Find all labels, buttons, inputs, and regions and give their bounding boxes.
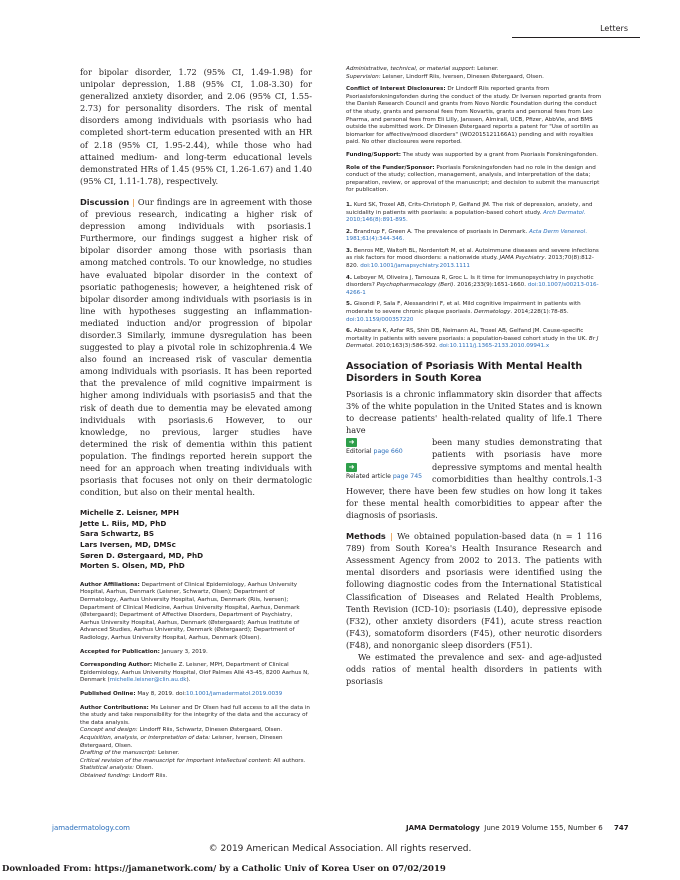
related-links [346, 438, 432, 480]
reference-item: 5. Gisondi P, Sala F, Alessandrini F, et al. Mild cognitive impairment in patients with moderate to severe chronic plaque psoriasis. Dermatology. 2014;228(1):78-85. doi:10.1159/000357220 [346, 301, 581, 323]
arrow-right-icon: ➜ [346, 438, 357, 447]
editorial-link[interactable]: page 660 [373, 448, 403, 456]
accepted-date [80, 649, 312, 657]
corresponding-author [80, 662, 312, 685]
intro-wrap [346, 436, 602, 521]
role-text: Psoriasis Forskningsfonden had no role in the design and conduct of the study; collection, management, analysis, and interpretation of the data; preparation, review, or approval of the manuscript; and decision to submit the manuscript for publication. [346, 164, 600, 194]
doi-link[interactable]: doi:10.1001/jamapsychiatry.2013.1111 [360, 263, 470, 270]
author-name: Morten S. Olsen, MD, PhD [80, 561, 185, 571]
drafting-text: Leisner. [157, 750, 180, 757]
accepted-text: January 3, 2019. [161, 648, 208, 655]
email-link[interactable]: michelle.leisner@clin.au.dk [109, 677, 187, 684]
stats-label: Statistical analysis: [80, 765, 134, 772]
published-label: Published Online: [80, 690, 136, 697]
admin-support [346, 66, 602, 81]
funding-text: The study was supported by a grant from Psoriasis Forskningsfonden. [402, 151, 598, 158]
critical-text: All authors. [273, 757, 306, 764]
journal-issue: June 2019 Volume 155, Number 6 [484, 824, 603, 832]
results-continued: for bipolar disorder, 1.72 (95% CI, 1.49-1.98) for unipolar depression, 1.88 (95% CI, 1.08-3.30) for generalized anxiety disorder, and 2.06 (95% CI, 1.55-2.73) for personality disorders. The risk of mental disorders among individuals with psoriasis who had completed short-term education presented with an HR of 2.18 (95% CI, 1.95-2.44), while those who had attained medium- and long-term educational levels demonstrated HRs of 1.45 (95% CI, 1.26-1.67) and 1.40 (95% CI, 1.11-1.78), respectively. [80, 67, 312, 186]
editorial-label: Editorial [346, 448, 374, 456]
download-notice: Downloaded From: https://jamanetwork.com/ by a Catholic Univ of Korea User on 07/02/2019 [2, 864, 446, 874]
supervision-text: Leisner, Lindorff Riis, Iversen, Dinesen Østergaard, Olsen. [382, 73, 544, 80]
author-list [80, 508, 312, 572]
doi-link[interactable]: 10.1001/jamadermatol.2019.0039 [186, 690, 283, 697]
concept-text: Lindorff Riis, Schwartz, Dinesen Østergaard, Olsen. [139, 727, 283, 734]
coi-label: Conflict of Interest Disclosures: [346, 86, 446, 93]
drafting-label: Drafting of the manuscript: [80, 750, 157, 757]
published-text: May 8, 2019. doi: [137, 690, 187, 697]
admin-text: Leisner. [477, 66, 499, 72]
journal-url[interactable]: jamadermatology.com [52, 824, 130, 832]
doi-link[interactable]: doi:10.1007/s00213-016-4266-1 [346, 282, 599, 296]
methods-text: We obtained population-based data (n = 1 116 789) from South Korea's Health Insurance Research and Assessment Agency from 2002 to 2013. The patients with mental disorders and psoriasis were identified using the following diagnostic codes from the International Statistical Classification of Diseases and Related Health Problems, Tenth Revision (ICD-10): psoriasis (L40), depressive episode (F32), other anxiety disorders (F41), acute stress reaction (F43), somatoform disorders (F45), other neurotic disorders (F48), and nonorganic sleep disorders (F51). [346, 531, 603, 650]
page-number: 747 [614, 824, 629, 832]
affiliations-text: Department of Clinical Epidemiology, Aarhus University Hospital, Aarhus, Denmark (Leisner, Schwartz, Olsen); Department of Dermatology, Aarhus University Hospital, Aarhus, Denmark (Riis, Iversen); Department of Clinical Medicine, Aarhus University Hospital, Aarhus, Denmark (Østergaard); Department of Affective Disorders, Department of Psychiatry, Aarhus University Hospital, Aarhus, Denmark (Østergaard); Aarhus Institute of Advanced Studies, Aarhus University, Denmark (Østergaard); Department of Radiology, Aarhus University Hospital, Aarhus, Denmark (Olsen). [80, 581, 300, 641]
funding-label: Funding/Support: [346, 151, 401, 158]
discussion-text: Our findings are in agreement with those of previous research, indicating a higher risk of depression among individuals with psoriasis.1 Furthermore, our findings suggest a higher risk of bipolar disorder among those with psoriasis than among matched controls. To our knowledge, no studies have evaluated bipolar disorder in the context of psoriatic pathogenesis; however, a heightened risk of bipolar disorder among individuals with psoriasis is in line with hypotheses suggesting an inflammation-mediated induction and/or progression of bipolar disorder.3 Similarly, immune dysregulation has been suggested to play a pivotal role in schizophrenia.4 We also found an increased risk of vascular dementia among individuals with psoriasis. It has been reported that the prevalence of mild cognitive impairment is higher among individuals with psoriasis5 and that the risk of death due to dementia may be elevated among individuals with psoriasis.6 However, to our knowledge, no previous, larger studies have determined the risk of dementia within this patient population. The findings reported herein support the need for an approach when treating individuals with psoriasis that focuses not only on their dermatologic condition, but also on their mental health. [80, 196, 312, 498]
reference-item: 4. Leboyer M, Oliveira J, Tamouza R, Groc L. Is it time for immunopsychiatry in psychotic disorders? Psychopharmacology (Berl). 2016;233(9):1651-1660. doi:10.1007/s00213-016-4266-1 [346, 274, 599, 296]
role-of-funder [346, 165, 602, 195]
journal-citation [406, 824, 603, 832]
supervision-label: Supervision: [346, 73, 381, 80]
doi-link[interactable]: doi:10.1159/000357220 [346, 316, 414, 323]
author-name: Sara Schwartz, BS [80, 529, 155, 539]
author-name: Jette L. Riis, MD, PhD [80, 518, 167, 528]
heading-separator: | [390, 531, 393, 542]
arrow-right-icon: ➜ [346, 463, 357, 472]
corresponding-label: Corresponding Author: [80, 662, 153, 669]
doi-link[interactable]: doi:10.1111/j.1365-2133.2010.09941.x [439, 343, 550, 350]
acquisition-label: Acquisition, analysis, or interpretation of data: [80, 734, 211, 741]
related-link[interactable]: page 745 [392, 473, 423, 481]
section-label: Letters [600, 24, 628, 33]
author-name: Michelle Z. Leisner, MPH [80, 508, 179, 518]
funding-obtained-text: Lindorff Riis. [132, 772, 168, 779]
concept-label: Concept and design: [80, 727, 138, 734]
intro-text-b: been many studies demonstrating that patients with psoriasis have more depressive symptoms and mental health comorbidities than healthy controls.1-3 However, there have been few studies on how long it takes for these mental health comorbidities to appear after the diagnosis of psoriasis. [346, 437, 602, 520]
estimate-text: We estimated the prevalence and sex- and age-adjusted odds ratios of mental health disorders in patients with psoriasis [346, 651, 602, 687]
heading-separator: | [132, 196, 135, 207]
reference-item: 1. Kurd SK, Troxel AB, Crits-Christoph P, Gelfand JM. The risk of depression, anxiety, and suicidality in patients with psoriasis: a population-based cohort study. Arch Dermatol. 2010;146(8):891-895. [346, 201, 593, 224]
corresponding-end: ). [186, 677, 191, 684]
methods-heading: Methods [346, 531, 386, 542]
critical-label: Critical revision of the manuscript for important intellectual content: [80, 757, 272, 764]
discussion-heading: Discussion [80, 196, 130, 207]
author-contributions [80, 705, 312, 781]
reference-item: 3. Benros ME, Waltoft BL, Nordentoft M, et al. Autoimmune diseases and severe infections as risk factors for mood disorders: a nationwide study. JAMA Psychiatry. 2013;70(8):812-820. doi:10.1001/jamapsychiatry.2013.1111 [346, 247, 599, 270]
intro-text-a: Psoriasis is a chronic inflammatory skin disorder that affects 3% of the white population in the United States and is known to decrease patients' health-related quality of life.1 There have [346, 389, 602, 436]
discussion-section [80, 196, 312, 498]
right-column [346, 66, 602, 687]
contributions-label: Author Contributions: [80, 704, 149, 711]
journal-name: JAMA Dermatology [406, 824, 480, 832]
corresponding-text: Michelle Z. Leisner, MPH, Department of Clinical Epidemiology, Aarhus University Hospital, Olof Palmes Allé 43-45, 8200 Aarhus N, Denmark ( [80, 662, 310, 684]
conflict-of-interest [346, 86, 602, 147]
funding-support [346, 152, 602, 160]
reference-item: 6. Abuabara K, Azfar RS, Shin DB, Neimann AL, Troxel AB, Gelfand JM. Cause-specific mortality in patients with severe psoriasis: a population-based cohort study in the UK. Br J Dermatol. 2010;163(3):586-592. doi:10.1111/j.1365-2133.2010.09941.x [346, 328, 599, 350]
admin-label: Administrative, technical, or material support: [346, 66, 476, 72]
published-online [80, 691, 312, 699]
funding-obtained-label: Obtained funding: [80, 772, 131, 779]
reference-item: 2. Brandrup F, Green A. The prevalence of psoriasis in Denmark. Acta Derm Venereol. 1981;61(4):344-346. [346, 228, 588, 243]
header-rule [512, 37, 640, 38]
author-name: Søren D. Østergaard, MD, PhD [80, 550, 204, 560]
coi-text: Dr Lindorff Riis reported grants from Psoriasisforskningsfonden during the conduct of the study. Dr Iversen reported grants from the Danish Research Council and grants from Novo Nordic Foundation during the conduct of the study, grants and personal fees from Novartis, grants and personal fees from Leo Pharma, and personal fees from Eli Lilly, Janssen, Almirall, UCB, Pfizer, AbbVie, and BMS outside the submitted work. Dr Dinesen Østergaard reports a patent for "Use of sortilin as biomarker for affective/mood disorders" (WO2015121166A1) pending and with royalties paid. No other disclosures were reported. [346, 86, 602, 146]
role-label: Role of the Funder/Sponsor: [346, 164, 435, 171]
affiliations [80, 582, 312, 643]
stats-text: Olsen. [135, 765, 154, 772]
methods-section [346, 530, 602, 651]
left-column [80, 66, 312, 781]
article-title: Association of Psoriasis With Mental Health Disorders in South Korea [346, 361, 583, 384]
affiliations-label: Author Affiliations: [80, 581, 140, 588]
related-label: Related article [346, 473, 393, 481]
author-name: Lars Iversen, MD, DMSc [80, 540, 176, 550]
contributions-text: Ms Leisner and Dr Olsen had full access to all the data in the study and take responsibility for the integrity of the data and the accuracy of the data analysis. [80, 704, 310, 726]
reference-list [346, 202, 602, 351]
copyright-notice: © 2019 American Medical Association. All rights reserved. [208, 844, 472, 854]
accepted-label: Accepted for Publication: [80, 648, 160, 655]
acquisition-text: Leisner, Iversen, Dinesen Østergaard, Olsen. [80, 734, 283, 749]
